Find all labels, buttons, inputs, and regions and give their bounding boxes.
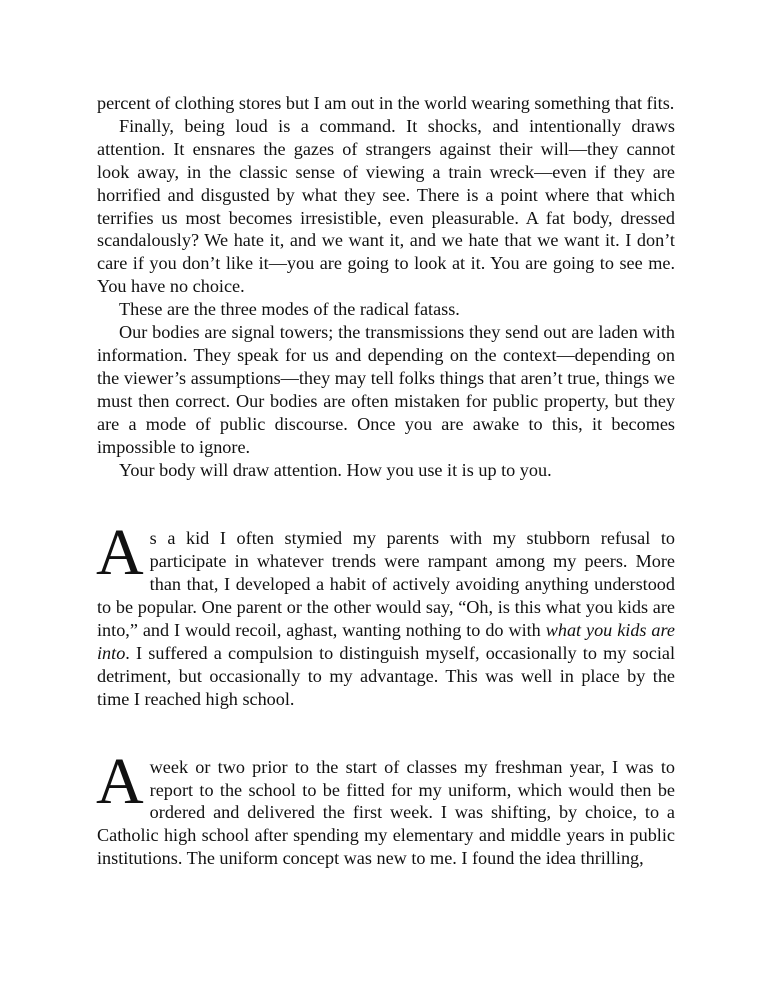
paragraph-three-modes: These are the three modes of the radical fatass. xyxy=(119,299,460,320)
paragraph-continued: percent of clothing stores but I am out in the world wearing something that fits. xyxy=(97,93,675,113)
section-text: s a kid I often stymied my parents with my stubborn refusal to participate in whatever trends were rampant among my peers. More than that, I developed a habit of actively avoiding anything understood to be popular. One parent or the other would say, “Oh, is this what you kids are into,” and I would recoil, aghast, wanting nothing to do with xyxy=(97,528,675,641)
section-a-week xyxy=(96,744,675,871)
book-page xyxy=(97,92,675,870)
italic-phrase: what you kids are into xyxy=(97,620,676,663)
drop-cap: A xyxy=(96,516,144,590)
paragraph-draw-attention: Your body will draw attention. How you use it is up to you. xyxy=(119,459,552,480)
paragraph-being-loud: Finally, being loud is a command. It shocks, and intentionally draws attention. It ensnares the gazes of strangers against their will—they cannot look away, in the classic sense of viewing a train wreck—even if they are horrified and disgusted by what they see. There is a point where that which terrifies us most becomes irresistible, even pleasurable. A fat body, dressed scandalously? We hate it, and we want it, and we hate that we want it. I don’t care if you don’t like it—you are going to look at it. You are going to see me. You have no choice. xyxy=(97,115,675,297)
paragraph-signal-towers: Our bodies are signal towers; the transmissions they send out are laden with information. They speak for us and depending on the context—depending on the viewer’s assumptions—they may tell folks things that aren’t true, things we must then correct. Our bodies are often mistaken for public property, but they are a mode of public discourse. Once you are awake to this, it becomes impossible to ignore. xyxy=(97,322,675,457)
drop-cap: A xyxy=(96,744,144,818)
section-text-end: . I suffered a compulsion to distinguish myself, occasionally to my social detriment, but occasionally to my advantage. This was well in place by the time I reached high school. xyxy=(97,642,675,709)
section-as-a-kid xyxy=(96,516,676,710)
section-text: week or two prior to the start of classes my freshman year, I was to report to the school to be fitted for my uniform, which would then be ordered and delivered the first week. I was shifting, by choice, to a Catholic high school after spending my elementary and middle years in public institutions. The uniform concept was new to me. I found the idea thrilling, xyxy=(97,756,675,869)
